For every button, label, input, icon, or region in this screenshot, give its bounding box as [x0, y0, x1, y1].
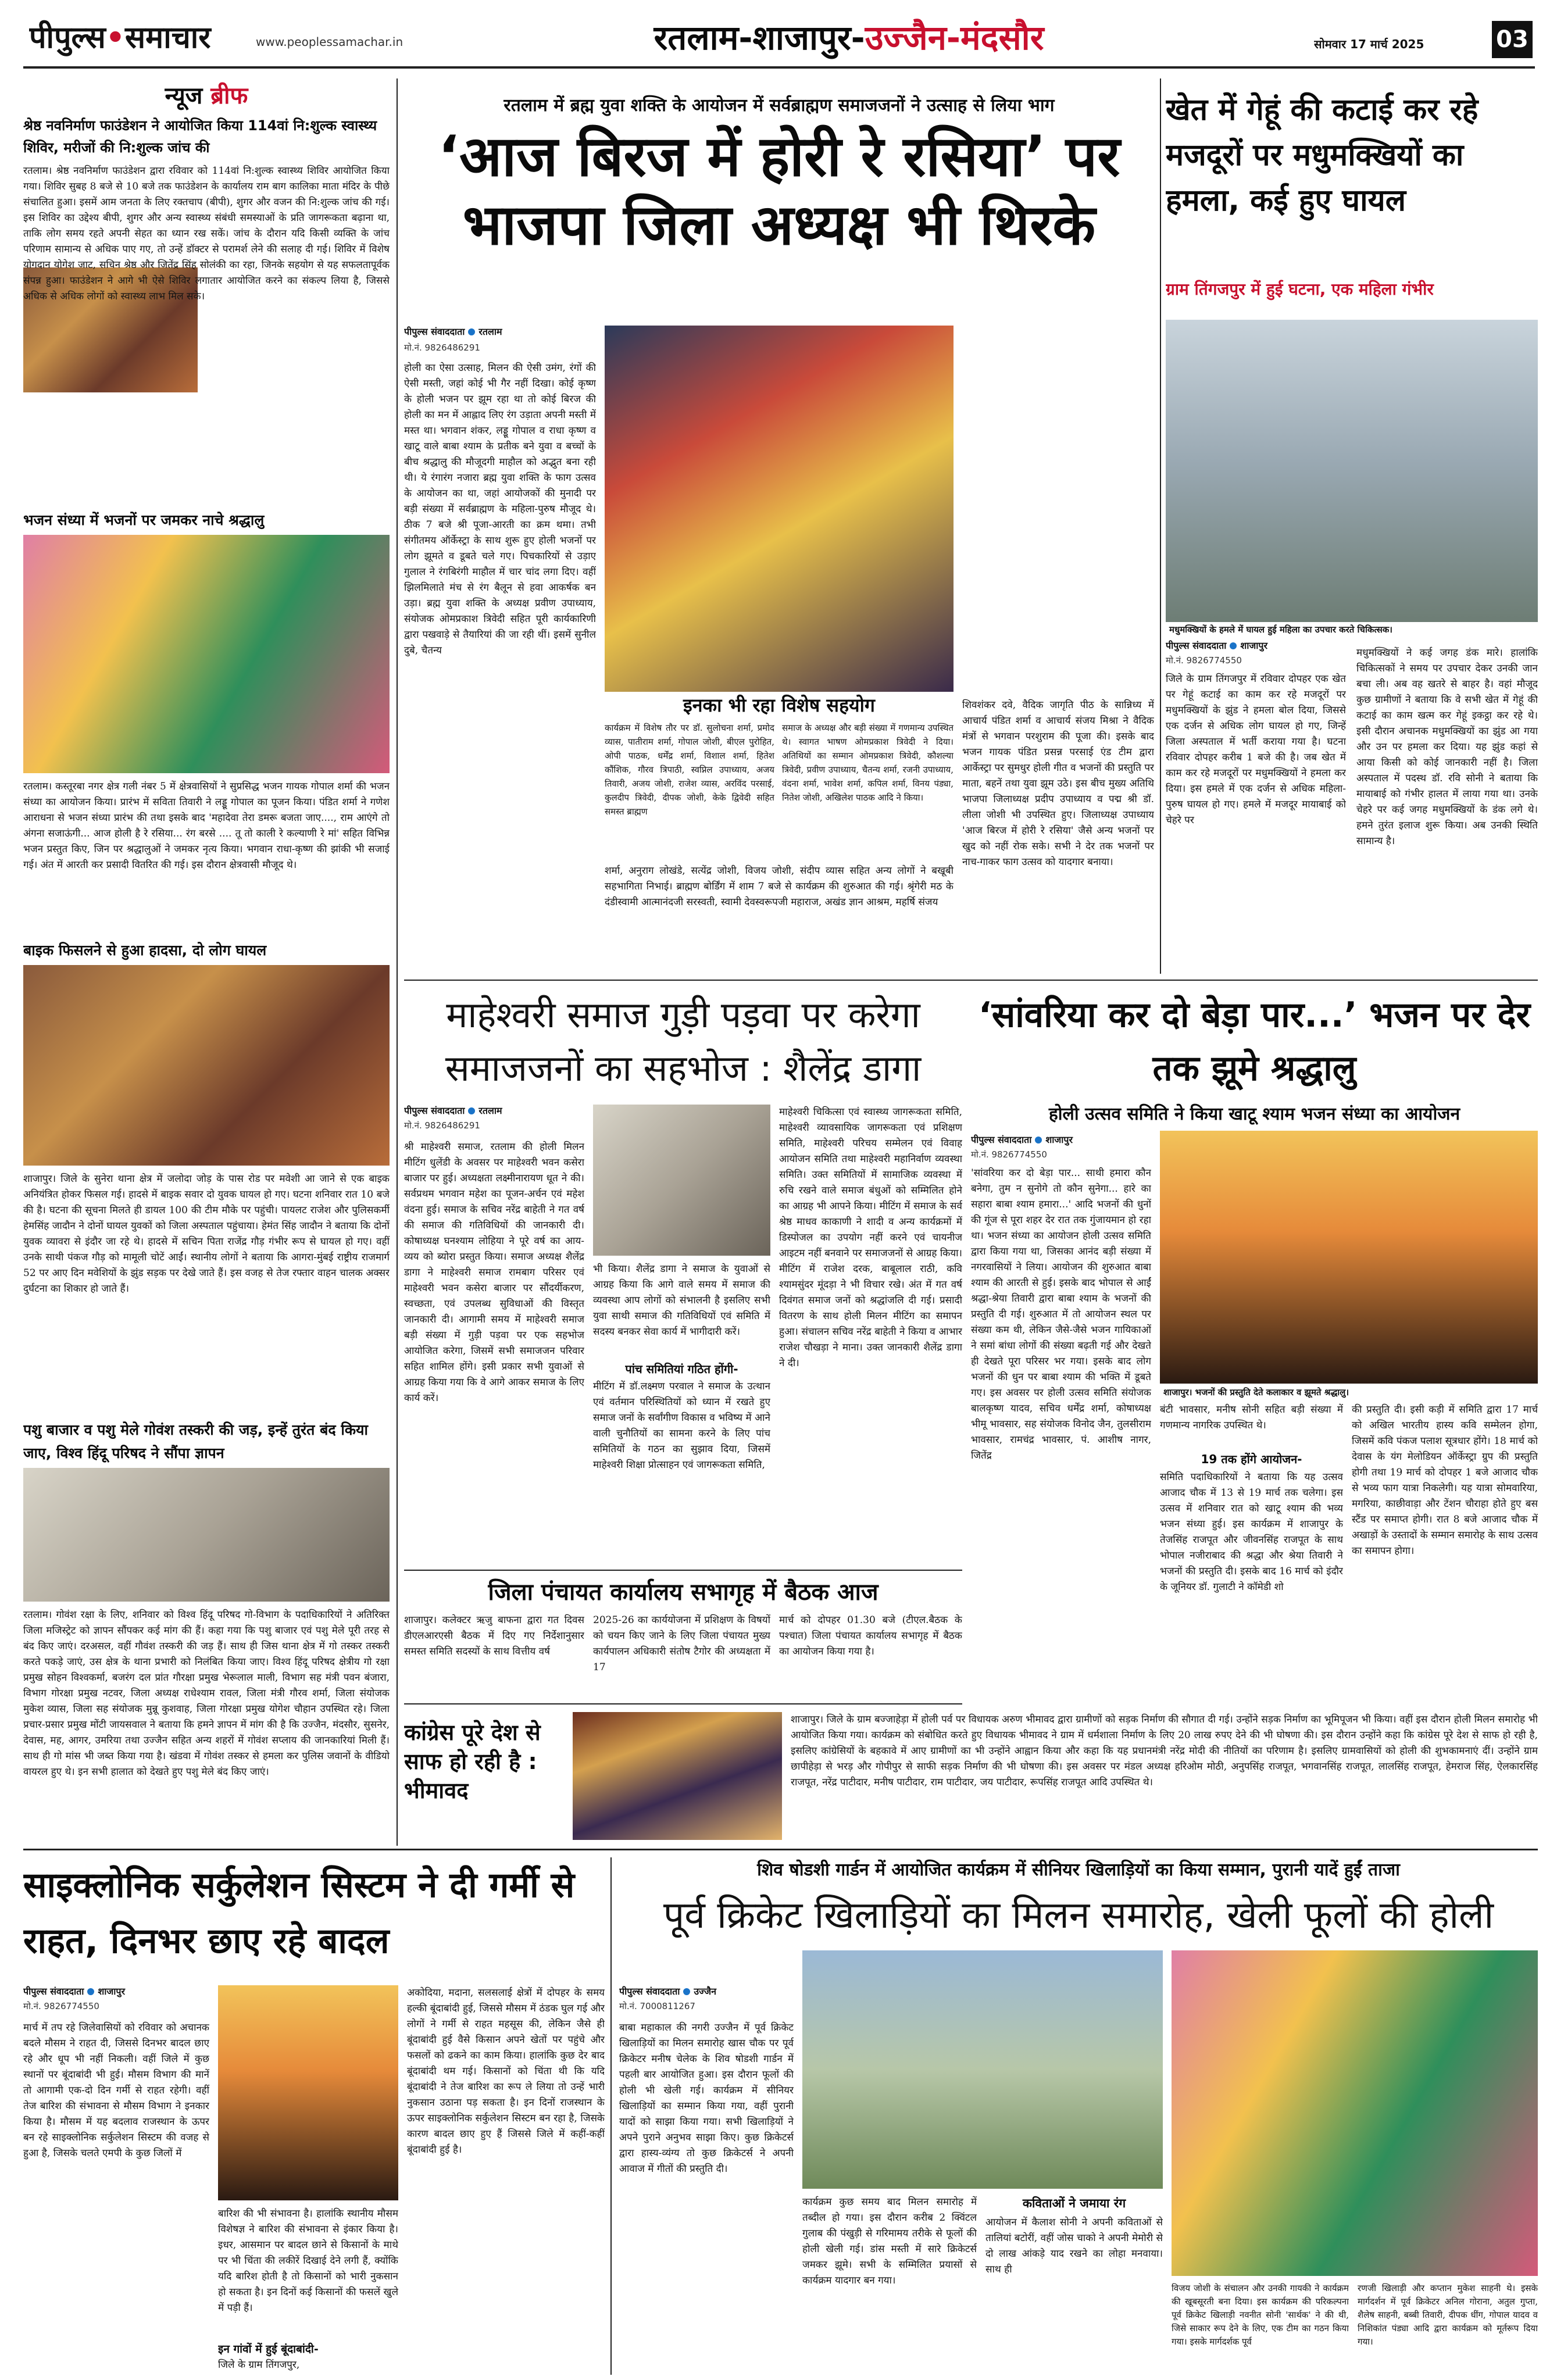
sanwariya-col-2b: समिति पदाधिकारियों ने बताया कि यह उत्सव आजाद चौक में 13 से 19 मार्च तक चलेगा। इस उत्सव में शनिवार रात को खाटू श्याम की भव्य भजन संध्या हुई। इस कार्यक्रम में शाजापुर के तेजसिंह राजपूत और जीवनसिंह राजपूत के साथ भोपाल नजीराबाद की श्रद्धा और श्रेया तिवारी ने भजनों की प्रस्तुति दी। इसके बाद 16 मार्च को इंदौर के जूनियर डॉ. गुलाटी ने कॉमेडी शो — [1160, 1471, 1343, 1593]
maheshwari-mobile: मो.नं. 9826486291 — [404, 1120, 480, 1131]
news-brief — [23, 78, 390, 1846]
byline-dot-icon — [1035, 1137, 1042, 1143]
maheshwari-col-2: भी किया। शैलेंद्र डागा ने समाज के युवाओं से आग्रह किया कि आगे वाले समय में समाज की व्यवस्था आप लोगों को संभालनी है इसलिए सभी युवा साथी समाज की गतिविधियों एवं समिति में सदस्य बनकर सेवा कार्य में भागीदारी करें। — [593, 1263, 770, 1338]
maheshwari-byline-place: रतलाम — [478, 1105, 502, 1116]
divider-left — [397, 78, 398, 1846]
bees-col-2: मधुमक्खियों ने कई जगह डंक मारे। हालांकि चिकित्सकों ने समय पर उपचार देकर उनकी जान बचा ली। अब वह खतरे से बाहर है। वहां मौजूद कुछ ग्रामीणों ने बताया कि वे सभी खेत में गेहूं की कटाई का काम खत्म कर गेहूं इकट्ठा कर रहे थे। इसी दौरान अचानक मधुमक्खियों का झुंड आ गया और उन पर हमला कर दिया। यह झुंड कहां से आया किसी को कोई जानकारी नहीं है। जिला अस्पताल में पदस्थ डॉ. रवि सोनी ने बताया कि मायाबाई को गंभीर हालत में लाया गया था। उनके चेहरे पर कई जगह मधुमक्खियों के डंक लगे थे। हमने तुरंत इलाज शुरू किया। अब उनकी स्थिति सामान्य है। — [1356, 647, 1538, 847]
edition-black: रतलाम-शाजापुर- — [653, 18, 865, 58]
brief-1-body: रतलाम। श्रेष्ठ नवनिर्माण फाउंडेशन द्वारा रविवार को 114वां नि:शुल्क स्वास्थ्य शिविर आयोजित किया गया। शिविर सुबह 8 बजे से 10 बजे तक फाउंडेशन के कार्यालय राम बाग कालिका माता मंदिर के पीछे संचालित हुआ। इसमें आम जनता के लिए रक्तचाप (बीपी), शुगर और वजन की नि:शुल्क जांच की गई। इस शिविर का उद्देश्य बीपी, शुगर और अन्य स्वास्थ्य संबंधी समस्याओं के प्रति जागरूकता बढ़ाना था, ताकि लोग समय रहते अपनी सेहत का ध्यान रख सकें। जांच के दौरान यदि किसी व्यक्ति के जांच परिणाम सामान्य से अधिक पाए गए, तो उन्हें डॉक्टर से परामर्श लेने की सलाह दी गई। शिविर में विशेष योगदान योगेश जाट, सचिन श्रेष्ठ और जितेंद्र सिंह सोलंकी का रहा, जिनके सहयोग से यह सफलतापूर्वक संपन्न हुआ। फाउंडेशन ने आगे भी ऐसे शिविर लगातार आयोजित करने का संकल्प लिया है, जिससे अधिक से अधिक लोगों को स्वास्थ्य लाभ मिल सके। — [23, 165, 390, 302]
lead-box-col-2: समाज के अध्यक्ष और बड़ी संख्या में गणमान्य उपस्थित थे। स्वागत भाषण ओमप्रकाश त्रिवेदी ने दिया। अतिथियों का सम्मान ओमप्रकाश त्रिवेदी, कौशल्या त्रिवेदी, प्रवीण उपाध्याय, चैतन्य शर्मा, रजनी उपाध्याय, वंदना शर्मा, भावेश शर्मा, कपिल शर्मा, विनय पंड्या, नितेश जोशी, अखिलेश पाठक आदि ने किया। — [782, 723, 954, 803]
zila-headline: जिला पंचायत कार्यालय सभागृह में बैठक आज — [488, 1579, 879, 1606]
sanwariya-headline: ‘सांवरिया कर दो बेड़ा पार...’ भजन पर देर तक झूमे श्रद्धालु — [978, 995, 1531, 1089]
lead-bottom-text: शर्मा, अनुराग लोखंडे, सत्येंद्र जोशी, विजय जोशी, संदीप व्यास सहित अन्य लोगों ने बखूबी सहभागिता निभाई। ब्राह्मण बोर्डिंग में शाम 7 बजे से कार्यक्रम की शुरुआत की गई। श्रृंगेरी मठ के दंडीस्वामी आत्मानंदजी सरस्वती, स्वामी देवस्वरूपजी महाराज, अखंड ज्ञान आश्रम, महर्षि संजय — [605, 865, 954, 908]
brief-kicker — [23, 78, 390, 113]
maheshwari-headline: माहेश्वरी समाज गुड़ी पड़वा पर करेगा समाजजनों का सहभोज : शैलेंद्र डागा — [445, 994, 922, 1089]
maheshwari-photo — [593, 1105, 770, 1256]
sanwariya-sub: 19 तक होंगे आयोजन- — [1201, 1452, 1302, 1466]
maheshwari-col-3: माहेश्वरी चिकित्सा एवं स्वास्थ्य जागरूकता समिति, माहेश्वरी व्यावसायिक जागरूकता एवं प्रशिक्षण समिति, माहेश्वरी परिचय सम्मेलन एवं विवाह आयोजन समिति तथा माहेश्वरी महानिर्वाण व्यवस्था समिति। उक्त समितियों में सामाजिक व्यवस्था में रुचि रखने वाले समाज बंधुओं को सम्मिलित होने का आग्रह भी आपने किया। मीटिंग में समाज के सर्व श्रेष्ठ माधव काकाणी ने शादी व अन्य कार्यक्रमों में डिस्पोजल का उपयोग नहीं करने एवं चायनीज आइटम नहीं बनवाने पर समाजजनों से आग्रह किया। मीटिंग में राजेश दरक, बाबूलाल राठी, कवि श्यामसुंदर मूंदड़ा ने भी विचार रखे। अंत में गत वर्ष दिवंगत समाज जनों को श्रद्धांजलि दी गई। प्रसादी वितरण के साथ होली मिलन मीटिंग का समापन हुआ। संचालन सचिव नरेंद्र बाहेती ने किया व आभार राजेश चौखड़ा ने माना। उक्त जानकारी शैलेंद्र डागा ने दी। — [779, 1106, 962, 1369]
maheshwari-byline — [404, 1105, 584, 1118]
cyclone-photo — [218, 1985, 398, 2200]
lead-col-3: शिवशंकर दवे, वैदिक जागृति पीठ के सान्निध्य में आचार्य पंडित शर्मा व आचार्य संजय मिश्रा ने वैदिक मंत्रों से भगवान परशुराम की पूजा की। इसके बाद भजन गायक पंडित प्रसन्न परसाई एंड टीम द्वारा आर्केस्ट्रा पर सुमधुर होली गीत व भजनों की प्रस्तुति पर माता, बहनें तथा युवा झूम उठे। इस बीच मुख्य अतिथि भाजपा जिलाध्यक्ष प्रदीप उपाध्याय व पद्म श्री डॉ. लीला जोशी भी उपस्थित हुए। जिलाध्यक्ष उपाध्याय 'आज बिरज में होरी रे रसिया' जैसे अन्य भजनों पर खुद को नहीं रोक सके। सभी ने देर तक भजनों पर नाच-गाकर फाग उत्सव को यादगार बनाया। — [962, 699, 1154, 868]
brief-3-title: बाइक फिसलने से हुआ हादसा, दो लोग घायल — [23, 942, 267, 959]
sanwariya-kicker: होली उत्सव समिति ने किया खाटू श्याम भजन संध्या का आयोजन — [1048, 1104, 1460, 1124]
maheshwari-col-1: श्री माहेश्वरी समाज, रतलाम की होली मिलन मीटिंग धुलेंडी के अवसर पर माहेश्वरी भवन कसेरा बाजार पर हुई। अध्यक्षता लक्ष्मीनारायण धूत ने की। सर्वप्रथम भगवान महेश का पूजन-अर्चन एवं महेश वंदना हुई। समाज के सचिव नरेंद्र बाहेती ने गत वर्ष की समाज की गतिविधियों की जानकारी दी। कोषाध्यक्ष घनश्याम लोहिया ने पूरे वर्ष का आय-व्यय को ब्योरा प्रस्तुत किया। समाज अध्यक्ष शैलेंद्र डागा ने माहेश्वरी समाज रामबाग परिसर एवं माहेश्वरी भवन कसेरा बाजार पर सौंदर्यीकरण, स्वच्छता, एवं उपलब्ध सुविधाओं की विस्तृत जानकारी दी। आगामी समय में माहेश्वरी समाज बड़ी संख्या में गुड़ी पड़वा पर एक सहभोज आयोजित करेगा, जिसमें सभी समाजजन परिवार सहित शामिल होंगे। इसी प्रकार सभी युवाओं से आग्रह किया गया कि वे आगे आकर समाज के लिए कार्य करें। — [404, 1141, 584, 1404]
cricket-col-1: बाबा महाकाल की नगरी उज्जैन में पूर्व क्रिकेट खिलाड़ियों का मिलन समारोह खास चौक पर पूर्व क्रिकेटर मनीष चेलेक के शिव षोडशी गार्डन में पहली बार आयोजित हुआ। इस दौरान फूलों की होली भी खेली गई। कार्यक्रम में सीनियर खिलाड़ियों का सम्मान किया गया, वहीं पुरानी यादों को साझा किया गया। सभी खिलाड़ियों ने अपने पुराने अनुभव साझा किए। कुछ क्रिकेटर्स द्वारा हास्य-व्यंग्य तो कुछ क्रिकेटर्स ने अपनी आवाज में गीतों की प्रस्तुति दी। — [619, 2022, 794, 2175]
cyclone-col-2: बारिश की भी संभावना है। हालांकि स्थानीय मौसम विशेषज्ञ ने बारिश की संभावना से इंकार किया है। इधर, आसमान पर बादल छाने से किसानों के माथे पर भी चिंता की लकीरें दिखाई देने लगी हैं, क्योंकि यदि बारिश होती है तो किसानों को भारी नुकसान हो सकता है। इन दिनों कई किसानों की फसलें खुले में पड़ी हैं। — [218, 2208, 398, 2314]
sanwariya-byline — [971, 1134, 1151, 1148]
cricket-photo-2 — [1172, 1950, 1538, 2276]
brief-2-photo — [23, 535, 390, 773]
brand-logo[interactable]: पीपुल्स•समाचार — [29, 20, 211, 55]
brand-left: पीपुल्स — [29, 20, 106, 55]
lead-box-title: इनका भी रहा विशेष सहयोग — [683, 694, 875, 716]
edition-red: उज्जैन-मंदसौर — [865, 18, 1044, 58]
brief-2-title: भजन संध्या में भजनों पर जमकर नाचे श्रद्धालु — [23, 512, 265, 528]
bees-headline: खेत में गेहूं की कटाई कर रहे मजदूरों पर मधुमक्खियों का हमला, कई हुए घायल — [1166, 92, 1479, 218]
lead-byline-place: रतलाम — [478, 326, 502, 337]
brief-4-title: पशु बाजार व पशु मेले गोवंश तस्करी की जड़, इन्हें तुरंत बंद किया जाए, विश्व हिंदू परिषद ने सौंपा ज्ञापन — [23, 1421, 369, 1461]
bees-photo — [1166, 320, 1538, 634]
lead-kicker: रतलाम में ब्रह्म युवा शक्ति के आयोजन में सर्वब्राह्मण समाजजनों ने उत्साह से लिया भाग — [503, 95, 1055, 116]
sanwariya-mobile: मो.नं. 9826774550 — [971, 1149, 1047, 1160]
zila-col-2: 2025-26 का कार्ययोजना में प्रशिक्षण के विषयों को चयन किए जाने के लिए जिला पंचायत मुख्य कार्यपालन अधिकारी संतोष टैगोर की अध्यक्षता में 17 — [593, 1614, 770, 1673]
lead-story — [404, 76, 1154, 971]
cyclone-byline-place: शाजापुर — [98, 1986, 126, 1997]
sanwariya-col-2: बंटी भावसार, मनीष सोनी सहित बड़ी संख्या में गणमान्य नागरिक उपस्थित थे। — [1160, 1404, 1343, 1431]
bees-mobile: मो.नं. 9826774550 — [1166, 655, 1242, 666]
cricket-col-5: रणजी खिलाड़ी और कप्तान मुकेश साहनी थे। इसके मार्गदर्शन में पूर्व क्रिकेटर अनिल गोराना, अतुल गुप्ता, शैलेष साहनी, बब्बी तिवारी, दीपक धींग, गोपाल यादव व निशिकांत पंड्या आदि द्वारा कार्यक्रम को मूर्तरूप दिया गया। — [1358, 2283, 1538, 2347]
cricket-mobile: मो.नं. 7000811267 — [619, 2001, 695, 2011]
brief-4-body: रतलाम। गोवंश रक्षा के लिए, शनिवार को विश्व हिंदू परिषद गो-विभाग के पदाधिकारियों ने अतिरिक्त जिला मजिस्ट्रेट को ज्ञापन सौंपकर कई मांग की हैं। कहा गया कि पशु बाजार एवं पशु मेले पूरी तरह से बंद किए जाएं। दरअसल, वहीं गौवंश तस्करी की जड़ हैं। साथ ही जिस थाना क्षेत्र में गो तस्कर तस्करी करते पकड़े जाएं, उस क्षेत्र के थाना प्रभारी को निलंबित किया जाए। विश्व हिंदू परिषद क्षेत्रीय गो रक्षा प्रमुख सोहन विश्वकर्मा, बजरंग दल प्रांत गौरक्षा प्रमुख भेरूलाल माली, विभाग सह मंत्री पवन बंजारा, विभाग गोरक्षा प्रमुख नटवर, जिला अध्यक्ष राधेश्याम रावल, जिला मंत्री गौरव शर्मा, जिला संयोजक मुकेश व्यास, जिला सह संयोजक मुन्नू कुशवाह, जिला गोरक्षा प्रमुख योगेश चौहान उपस्थित रहे। जिला प्रचार-प्रसार प्रमुख मोंटी जायसवाल ने बताया कि हमने ज्ञापन में मांग की है कि उज्जैन, मंदसौर, सुसनेर, देवास, मह, आगर, उमरिया तथा उज्जैन सहित अन्य शहरों में गोवंश सप्लाय की जानकारियां मिली हैं। साथ ही गो मांस भी जब्त किया गया है। खंडवा में गोवंश तस्कर से हमला कर पुलिस जवानों के वीडियो वायरल हुए थे। इन सभी हालात को देखते हुए पशु मेले बंद किए जाएं। — [23, 1609, 390, 1778]
divider-cricket — [610, 1857, 612, 2375]
divider-congress — [404, 1703, 962, 1704]
divider-bottom — [23, 1849, 1538, 1850]
byline-dot-icon — [468, 328, 475, 335]
cricket-headline: पूर्व क्रिकेट खिलाड़ियों का मिलन समारोह, खेली फूलों की होली — [663, 1894, 1494, 1937]
bees-story — [1166, 87, 1538, 971]
cricket-kicker: शिव षोडशी गार्डन में आयोजित कार्यक्रम में सीनियर खिलाड़ियों का किया सम्मान, पुरानी यादें हुईं ताजा — [757, 1860, 1400, 1880]
sanwariya-col-1: 'सांवरिया कर दो बेड़ा पार... साथी हमारा कौन बनेगा, तुम न सुनोगे तो कौन सुनेगा... हारे का सहारा बाबा श्याम हमारा...' आदि भजनों की धुनों की गूंज से पूरा शहर देर रात तक गुंजायमान हो रहा था। भजन संध्या का आयोजन होली उत्सव समिति द्वारा किया गया था, जिसका आनंद बड़ी संख्या में नगरवासियों ने लिया। आयोजन की शुरुआत बाबा श्याम की आरती से हुई। इसके बाद भोपाल से आईं श्रद्धा-श्रेया तिवारी द्वारा बाबा श्याम के भजनों की प्रस्तुति दी गई। शुरुआत में तो आयोजन स्थल पर संख्या कम थी, लेकिन जैसे-जैसे भजन गायिकाओं ने समां बांधा लोगों की संख्या बढ़ती गई और देखते ही देखते पूरा परिसर भर गया। इसके बाद लोग भजनों की धुन पर बाबा श्याम की भक्ति में डूबते गए। इस अवसर पर होली उत्सव समिति संयोजक बालकृष्ण यादव, सचिव धर्मेंद्र शर्मा, कोषाध्यक्ष भीमू भावसार, सह संयोजक विनोद जैन, तुलसीराम भावसार, रामचंद्र भावसार, पं. आशीष नागर, जितेंद्र — [971, 1167, 1151, 1461]
brief-1-title: श्रेष्ठ नवनिर्माण फाउंडेशन ने आयोजित किया 114वां नि:शुल्क स्वास्थ्य शिविर, मरीजों की नि:शुल्क जांच की — [23, 117, 377, 156]
brief-3-photo — [23, 965, 390, 1166]
brief-2-body: रतलाम। कस्तूरबा नगर क्षेत्र गली नंबर 5 में क्षेत्रवासियों ने सुप्रसिद्ध भजन गायक गोपाल शर्मा की भजन संध्या का आयोजन किया। प्रारंभ में सविता तिवारी ने लड्डू गोपाल का पूजन किया। पंडित शर्मा ने गणेश आराधना से भजन संध्या प्रारंभ की तथा इसके बाद 'महादेवा तेरा डमरू बजता जाए...., राम आएंगे तो अंगना सजाऊंगी... आज होली है रे रसिया... रंग बरसे .... तू तो काली रे कल्याणी रे मां' सहित विभिन्न भजन प्रस्तुत किए, जिन पर श्रद्धालुओं ने जमकर नृत्य किया। भगवान राधा-कृष्ण की झांकी भी सजाई गई। अंत में आरती कर प्रसादी वितरित की गई। इस दौरान क्षेत्रवासी मौजूद थे। — [23, 781, 390, 871]
maheshwari-story — [404, 988, 962, 1564]
cricket-story — [619, 1857, 1538, 2375]
zila-story — [404, 1577, 962, 1699]
zila-col-3: मार्च को दोपहर 01.30 बजे (टीएल.बैठक के पश्चात) जिला पंचायत कार्यालय सभागृह में बैठक का आयोजन किया गया है। — [779, 1614, 962, 1657]
bees-byline — [1166, 639, 1346, 653]
masthead-rule — [23, 66, 1535, 69]
edition-title — [558, 16, 1140, 59]
cyclone-col-2b: जिले के ग्राम तिंगजपुर, — [218, 2359, 300, 2371]
cyclone-headline: साइक्लोनिक सर्कुलेशन सिस्टम ने दी गर्मी से राहत, दिनभर छाए रहे बादल — [23, 1865, 575, 1961]
lead-col-1: होली का ऐसा उत्साह, मिलन की ऐसी उमंग, रंगों की ऐसी मस्ती, जहां कोई भी गैर नहीं दिखा। कोई कृष्ण के होली भजन पर झूम रहा था तो कोई बिरज की होली का मन में आह्लाद लिए रंग उड़ाता अपनी मस्ती में मस्त था। भगवान शंकर, लड्डू गोपाल व राधा कृष्ण व खाटू वाले बाबा श्याम के प्रतीक बने युवा व बच्चों के बीच श्रद्धालु की मौजूदगी माहौल को अद्भुत बना रही थी। ये रंगारंग नजारा ब्रह्म युवा शक्ति के फाग उत्सव के आयोजन का था, जहां आयोजकों की मुनादी पर बड़ी संख्या में सर्वब्राह्मण के महिला-पुरुष मौजूद थे। ठीक 7 बजे श्री पूजा-आरती का क्रम थमा। तभी संगीतमय ऑर्केस्ट्रा के साथ शुरू हुए होली भजनों पर लोग झूमते व डूबते चले गए। पिचकारियों से उड़ाए गुलाल ने रंगबिरंगी माहौल में चार चांद लगा दिए। वहीं झिलमिलाते मंच से रंग बैलून से हवा आकर्षक बन उड़ा। ब्रह्म युवा शक्ति के अध्यक्ष प्रवीण उपाध्याय, संयोजक ओमप्रकाश त्रिवेदी सहित पूरी कार्यकारिणी द्वारा पखवाड़े से तैयारियां की जा रही थीं। इसमें सुनील दुबे, चैतन्य — [404, 362, 596, 656]
maheshwari-col-2b: मीटिंग में डॉ.लक्ष्मण परवाल ने समाज के उत्थान एवं वर्तमान परिस्थितियों को ध्यान में रखते हुए समाज जनों के सर्वांगीण विकास व भविष्य में आने वाली चुनौतियों का सामना करने के लिए पांच समितियों के गठन का सुझाव दिया, जिसमें माहेश्वरी शिक्षा प्रोत्साहन एवं जागरूकता समिति, — [593, 1381, 770, 1471]
cricket-photo-1 — [802, 1950, 1163, 2189]
cricket-col-2: कार्यक्रम कुछ समय बाद मिलन समारोह में तब्दील हो गया। इस दौरान करीब 2 क्विंटल गुलाब की पंखुड़ी से गरिमामय तरीके से फूलों की होली खेली गई। डांस मस्ती में सारे क्रिकेटर्स जमकर झूमे। सभी के सम्मिलित प्रयासों से कार्यक्रम यादगार बन गया। — [802, 2196, 977, 2286]
divider-right — [1160, 78, 1161, 974]
congress-story — [404, 1712, 1538, 1843]
sanwariya-byline-name: पीपुल्स संवाददाता — [971, 1134, 1032, 1145]
cricket-byline — [619, 1985, 794, 1999]
sanwariya-byline-place: शाजापुर — [1045, 1134, 1073, 1145]
cyclone-mobile: मो.नं. 9826774550 — [23, 2001, 99, 2011]
cyclone-story — [23, 1857, 605, 2375]
lead-photo — [605, 326, 954, 692]
divider-mid — [404, 980, 1538, 981]
issue-date: सोमवार 17 मार्च 2025 — [1314, 37, 1424, 51]
maheshwari-byline-name: पीपुल्स संवाददाता — [404, 1105, 465, 1116]
masthead — [0, 0, 1557, 70]
divider-zila — [404, 1570, 962, 1571]
page-number: 03 — [1492, 21, 1533, 58]
cricket-byline-name: पीपुल्स संवाददाता — [619, 1986, 680, 1997]
cyclone-byline — [23, 1985, 209, 1999]
cyclone-col-1: मार्च में तप रहे जिलेवासियों को रविवार को अचानक बदले मौसम ने राहत दी, जिससे दिनभर बादल छाए रहे और धूप भी नहीं निकली। वहीं जिले में कुछ स्थानों पर बूंदाबांदी भी हुई। मौसम विभाग की मानें तो आगामी एक-दो दिन गर्मी से राहत रहेगी। वहीं तेज बारिश की संभावना से मौसम विभाग ने इनकार किया है। मौसम में यह बदलाव राजस्थान के ऊपर बन रहे साइक्लोनिक सर्कुलेशन सिस्टम की वजह से हुआ है, जिसके चलते एमपी के कुछ जिलों में — [23, 2022, 209, 2159]
brief-3-body: शाजापुर। जिले के सुनेरा थाना क्षेत्र में जलोदा जोड़ के पास रोड पर मवेशी आ जाने से एक बाइक अनियंत्रित होकर फिसल गई। हादसे में बाइक सवार दो युवक घायल हो गए। घटना शनिवार रात 10 बजे की है। घटना की सूचना मिलते ही डायल 100 की टीम मौके पर पहुंची। पायलट राजेश और पुलिसकर्मी हेमसिंह जादौन ने दोनों घायल युवकों को जिला अस्पताल पहुंचाया। हेमंत सिंह जादौन ने बताया कि दोनों युवक व्यावरा से इंदौर जा रहे थे। हादसे में सचिन पिता राजेंद्र गौड़ गंभीर रूप से घायल हो गए। वहीं उनके साथी पंकज गौड़ को मामूली चोटें आईं। स्थानीय लोगों ने बताया कि आगरा-मुंबई राष्ट्रीय राजमार्ग 52 पर आए दिन मवेशियों के झुंड सड़क पर देखे जाते हैं। इस वजह से तेज रफ्तार वाहन चालक अक्सर दुर्घटना का शिकार हो जाते हैं। — [23, 1173, 390, 1295]
bees-caption: मधुमक्खियों के हमले में घायल हुई महिला का उपचार करते चिकित्सक। — [1166, 622, 1538, 636]
lead-box-col-1: कार्यक्रम में विशेष तौर पर डॉ. सुलोचना शर्मा, प्रमोद व्यास, पातीराम शर्मा, गोपाल जोशी, बीएल पुरोहित, ओपी पाठक, धर्मेंद्र शर्मा, विशाल शर्मा, हितेश कौंशिक, गौरव त्रिपाठी, स्वप्निल उपाध्याय, अजय तिवारी, अजय जोशी, राजेश व्यास, अरविंद परसाई, कुलदीप त्रिवेदी, दीपक जोशी, केके द्विवेदी सहित समस्त ब्राह्मण — [605, 723, 774, 817]
byline-dot-icon — [468, 1107, 475, 1114]
cricket-col-4: विजय जोशी के संचालन और उनकी गायकी ने कार्यक्रम की खूबसूरती बना दिया। इस कार्यक्रम की परिकल्पना पूर्व क्रिकेट खिलाड़ी नवनीत सोनी 'सार्थक' ने की थी, जिसे साकार रूप देने के लिए, एक टीम का गठन किया गया। इसके मार्गदर्शक पूर्व — [1172, 2283, 1349, 2347]
sanwariya-col-3: की प्रस्तुति दी। इसी कड़ी में समिति द्वारा 17 मार्च को अखिल भारतीय हास्य कवि सम्मेलन होगा, जिसमें कवि पंकज पलाश सूत्रधार होंगे। 18 मार्च को देवास के यंग मेलोडियन ऑर्केस्ट्रा ग्रुप की प्रस्तुति होगी तथा 19 मार्च को दोपहर 1 बजे आजाद चौक से भव्य फाग यात्रा निकलेगी। यह यात्रा सोमवारिया, मगरिया, काछीवाड़ा और टेंशन चौराहा होते हुए बस स्टैंड पर समाप्त होगी। रात 8 बजे आजाद चौक में अखाड़ों के उस्तादों के सम्मान समारोह के साथ उत्सव का समापन होगा। — [1352, 1404, 1538, 1557]
cricket-sub: कविताओं ने जमाया रंग — [1022, 2196, 1126, 2210]
zila-col-1: शाजापुर। कलेक्टर ऋजु बाफना द्वारा गत दिवस डीएलआरएसी बैठक में दिए गए निर्देशानुसार समस्त समिति सदस्यों के साथ वित्तीय वर्ष — [404, 1614, 584, 1657]
maheshwari-sub: पांच समितियां गठित होंगी- — [625, 1362, 738, 1376]
cricket-byline-place: उज्जैन — [694, 1986, 717, 1997]
sanwariya-caption: शाजापुर। भजनों की प्रस्तुति देते कलाकार व झूमते श्रद्धालु। — [1160, 1385, 1538, 1399]
cyclone-col-3: अकोदिया, मदाना, सलसलाई क्षेत्रों में दोपहर के समय हल्की बूंदाबांदी हुई, जिससे मौसम में ठंडक घुल गई और लोगों ने गर्मी से राहत महसूस की, लेकिन जैसे ही बूंदाबांदी हुई वैसे किसान अपने खेतों पर पहुंचे और फसलों को ढकने का काम किया। हालांकि कुछ देर बाद बूंदाबांदी थम गई। किसानों को चिंता थी कि यदि बूंदाबांदी ने तेज बारिश का रूप ले लिया तो उन्हें भारी नुकसान उठाना पड़ सकता है। इन दिनों राजस्थान के ऊपर साइक्लोनिक सर्कुलेशन सिस्टम बन रहा है, जिसके कारण बादल छाए हुए हैं जिससे जिले में कहीं-कहीं बूंदाबांदी हुई है। — [407, 1987, 605, 2156]
bees-kicker: ग्राम तिंगजपुर में हुई घटना, एक महिला गंभीर — [1166, 280, 1434, 299]
brief-4-photo — [23, 1468, 390, 1602]
cyclone-byline-name: पीपुल्स संवाददाता — [23, 1986, 84, 1997]
lead-byline — [404, 326, 596, 340]
bees-col-1: जिले के ग्राम तिंगजपुर में रविवार दोपहर एक खेत पर गेहूं कटाई का काम कर रहे मजदूरों पर मधुमक्खियों के झुंड ने हमला बोल दिया, जिससे एक दर्जन से अधिक लोग घायल हो गए, जिन्हें जिला अस्पताल में भर्ती कराया गया है। घटना रविवार दोपहर करीब 1 बजे की है। जब खेत में काम कर रहे मजदूरों पर मधुमक्खियों ने हमला कर दिया। इस हमले में एक दर्जन से अधिक महिला-पुरुष घायल हो गए। हमले में मजदूर मायाबाई को चेहरे पर — [1166, 673, 1346, 826]
bees-byline-place: शाजापुर — [1240, 640, 1268, 651]
cyclone-sub: इन गांवों में हुई बूंदाबांदी- — [218, 2343, 319, 2356]
brief-kicker-black: न्यूज — [165, 83, 203, 109]
lead-headline: ‘आज बिरज में होरी रे रसिया’ पर भाजपा जिला अध्यक्ष भी थिरके — [438, 124, 1120, 258]
website-link[interactable]: www.peoplessamachar.in — [256, 35, 403, 49]
lead-byline-name: पीपुल्स संवाददाता — [404, 326, 465, 337]
byline-dot-icon — [87, 1988, 94, 1995]
congress-body: शाजापुर। जिले के ग्राम बज्जाहेड़ा में होली पर्व पर विधायक अरुण भीमावद द्वारा ग्रामीणों को सड़क निर्माण की सौगात दी गई। उन्होंने सड़क निर्माण का भूमिपूजन भी किया। वहीं इस दौरान होली मिलन समारोह भी आयोजित किया गया। कार्यक्रम को संबोधित करते हुए विधायक भीमावद ने ग्राम में धर्मशाला निर्माण के लिए 20 लाख रुपए देने की भी घोषणा की। इस दौरान उन्होंने कहा कि कांग्रेस पूरे देश से साफ हो रही है, इसलिए कांग्रेसियों के बहकावे में आए ग्रामीणों का भी उन्होंने आह्वान किया और कहा कि यह प्रधानमंत्री नरेंद्र मोदी की नीतियों का परिणाम है। इसलिए ग्रामवासियों को होली की शुभकामनाएं दीं। उन्होंने ग्राम छापीहेड़ा से भरड़ और गोपीपुर से साफी सड़क निर्माण की भी घोषणा की। इस अवसर पर मंडल अध्यक्ष हरिओम मोठी, अनुपसिंह राजपूत, भगवानसिंह राजपूत, लालसिंह राजपूत, हेमराज सिंह, ऐलकारसिंह राजपूत, नरेंद्र पाटीदार, मनीष पाटीदार, राम पाटीदार, जय पाटीदार, रूपसिंह राजपूत आदि उपस्थित थे। — [791, 1714, 1538, 1788]
byline-dot-icon — [683, 1988, 690, 1995]
cricket-col-3: आयोजन में कैलाश सोनी ने अपनी कविताओं से तालियां बटोरीं, वहीं जोस चाको ने अपनी मेमोरी से दो लाख आंकड़े याद रखने का लोहा मनवाया। साथ ही — [985, 2217, 1163, 2275]
sanwariya-photo — [1160, 1131, 1538, 1384]
brand-right: समाचार — [125, 20, 211, 55]
brief-kicker-red: ब्रीफ — [210, 83, 248, 109]
lead-mobile: मो.नं. 9826486291 — [404, 342, 480, 353]
byline-dot-icon — [1230, 642, 1237, 649]
congress-headline: कांग्रेस पूरे देश से साफ हो रही है : भीमावद — [404, 1720, 541, 1803]
congress-photo — [573, 1712, 782, 1840]
bees-byline-name: पीपुल्स संवाददाता — [1166, 640, 1227, 651]
